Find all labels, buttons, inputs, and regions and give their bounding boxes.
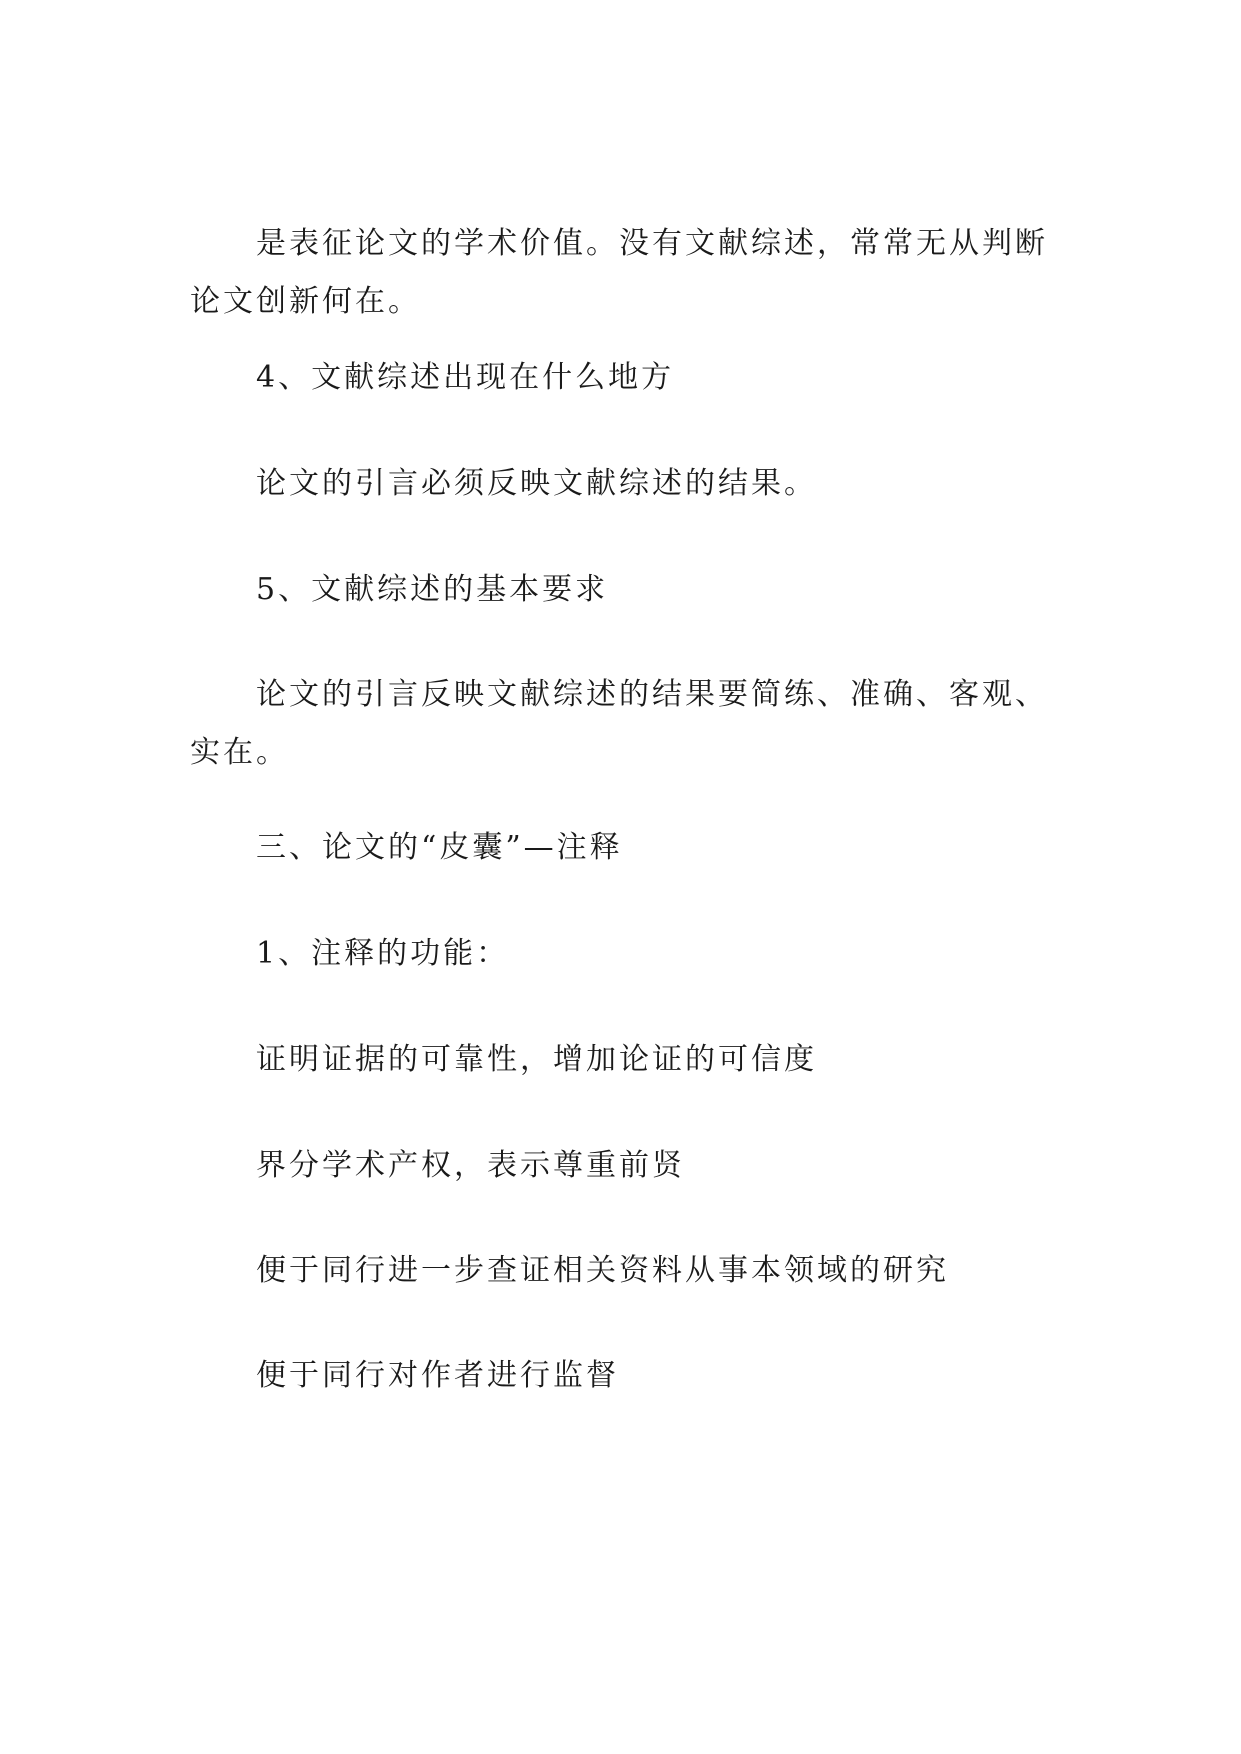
heading-basic-requirements: 5、文献综述的基本要求 — [256, 572, 609, 607]
heading-notes-function: 1、注释的功能： — [256, 936, 510, 971]
heading-section-three-notes: 三、论文的“皮囊”—注释 — [256, 830, 623, 865]
paragraph-introduction-reflects: 论文的引言必须反映文献综述的结果。 — [256, 466, 817, 501]
list-item-further-research: 便于同行进一步查证相关资料从事本领域的研究 — [256, 1253, 949, 1288]
list-item-peer-supervision: 便于同行对作者进行监督 — [256, 1358, 619, 1393]
paragraph-academic-value: 是表征论文的学术价值。没有文献综述，常常无从判断论文创新何在。 — [190, 226, 1048, 319]
list-item-reliability: 证明证据的可靠性，增加论证的可信度 — [256, 1042, 817, 1077]
heading-where-review-appears: 4、文献综述出现在什么地方 — [256, 360, 675, 395]
paragraph-requirements-detail: 论文的引言反映文献综述的结果要简练、准确、客观、实在。 — [190, 677, 1048, 770]
list-item-academic-property: 界分学术产权，表示尊重前贤 — [256, 1148, 685, 1183]
